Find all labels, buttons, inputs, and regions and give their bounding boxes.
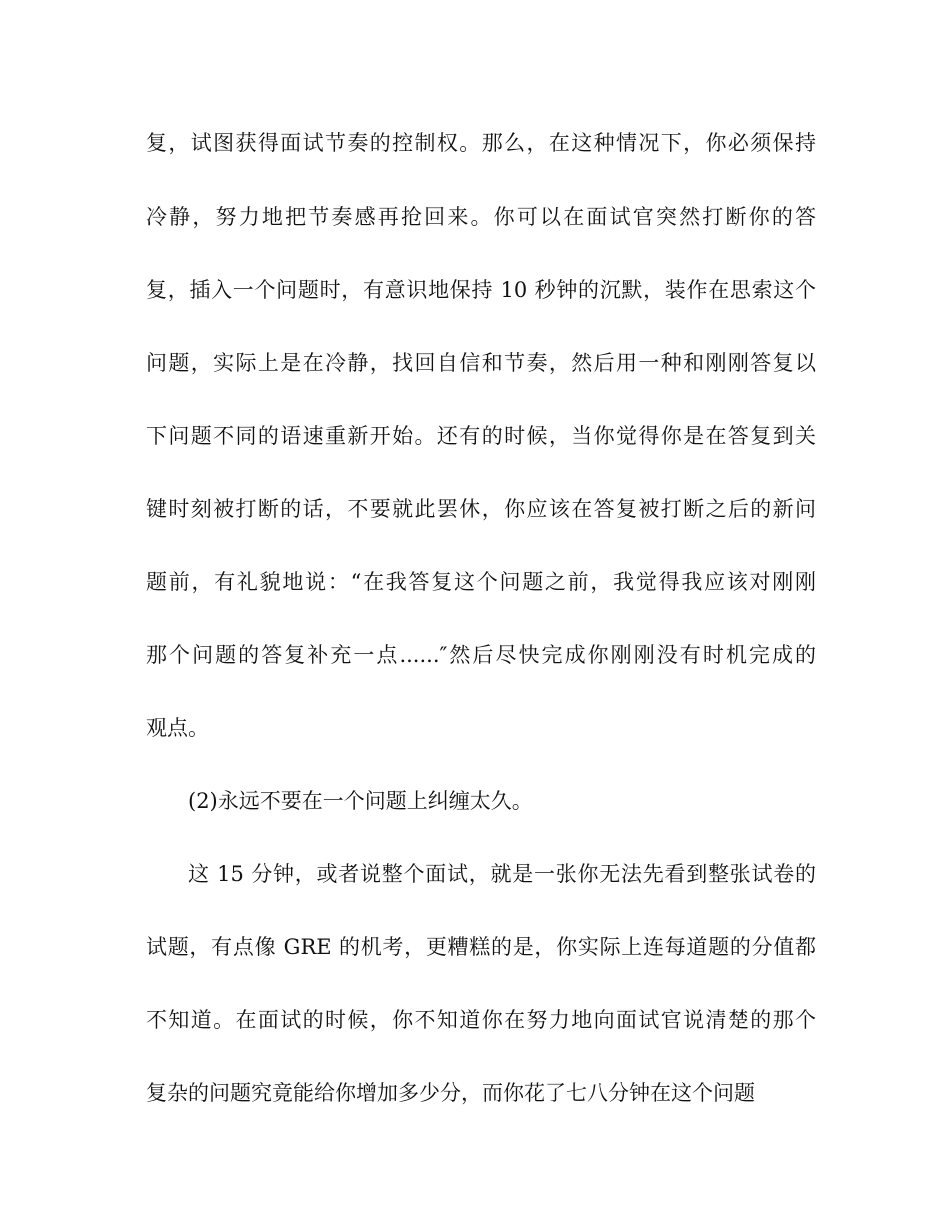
paragraph-line: 冷静，努力地把节奏感再抢回来。你可以在面试官突然打断你的答: [146, 205, 816, 229]
paragraph-line: 复，试图获得面试节奏的控制权。那么，在这种情况下，你必须保持: [146, 131, 816, 155]
paragraph-line: 复杂的问题究竟能给你增加多少分，而你花了七八分钟在这个问题: [146, 1081, 755, 1105]
paragraph-line: 问题，实际上是在冷静，找回自信和节奏，然后用一种和刚刚答复以: [146, 351, 816, 375]
paragraph-line: 键时刻被打断的话，不要就此罢休，你应该在答复被打断之后的新问: [146, 497, 816, 521]
paragraph-line: 观点。: [146, 716, 209, 740]
paragraph-line: 复，插入一个问题时，有意识地保持 10 秒钟的沉默，装作在思索这个: [146, 278, 816, 302]
paragraph-line: 题前，有礼貌地说：“在我答复这个问题之前，我觉得我应该对刚刚: [146, 570, 816, 594]
paragraph-line: 下问题不同的语速重新开始。还有的时候，当你觉得你是在答复到关: [146, 424, 816, 448]
paragraph-line: 试题，有点像 GRE 的机考，更糟糕的是，你实际上连每道题的分值都: [146, 935, 816, 959]
paragraph-line: 那个问题的答复补充一点......″然后尽快完成你刚刚没有时机完成的: [146, 643, 816, 667]
paragraph-line: 不知道。在面试的时候，你不知道你在努力地向面试官说清楚的那个: [146, 1008, 816, 1032]
section-heading: (2)永远不要在一个问题上纠缠太久。: [188, 789, 533, 813]
paragraph-line: 这 15 分钟，或者说整个面试，就是一张你无法先看到整张试卷的: [188, 862, 816, 886]
